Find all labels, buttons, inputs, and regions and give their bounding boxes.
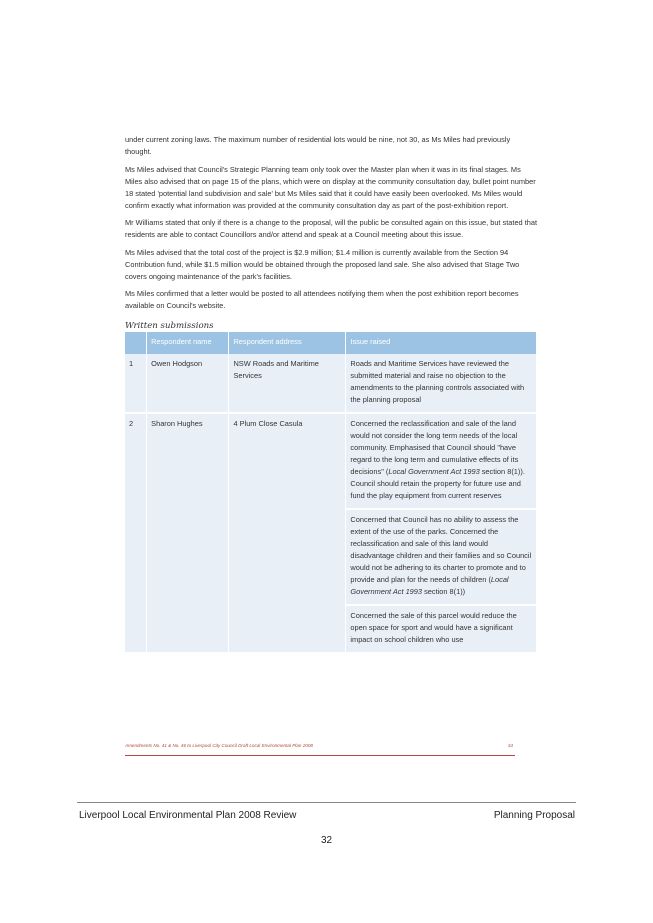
issue-text: Concerned the reclassification and sale of the land would not consider the long term needs of the local community. Emphasised that Council should "have regard to the long term and cumulative effects of its decisions" ( [350,419,519,476]
paragraph: Ms Miles advised that Council's Strategic Planning team only took over the Master plan when it was in its final stages. Ms Miles also advised that on page 15 of the plans, which were on display at the community consultation day, bullet point number 18 stated 'potential land subdivision and sale' but Ms Miles said that it could have easily been overlooked. Ms Miles would confirm exactly what information was provided at the community consultation day as part of the post-exhibition report. [125,164,536,210]
submissions-table [125,332,537,652]
header-number [125,332,147,354]
issue-act-reference: Local Government Act 1993 [388,467,480,476]
issue-raised: Concerned the sale of this parcel would reduce the open space for sport and would have a significant impact on school children who use [346,605,537,652]
table-row [125,413,537,509]
paragraph: Mr Williams stated that only if there is a change to the proposal, will the public be consulted again on this issue, but stated that residents are able to contact Councillors and/or attend and speak at a Council meeting about this issue. [125,218,538,239]
issue-act-reference: Local Government Act 1993 [350,575,509,596]
paragraph: under current zoning laws. The maximum number of residential lots would be nine, not 30, as Ms Miles had previously thought. [125,135,511,156]
header-respondent-name: Respondent name [147,332,229,354]
table-header-row [125,332,537,354]
respondent-name: Owen Hodgson [147,354,229,413]
issue-text: section 8(1)) [422,587,466,596]
footer-divider [77,802,576,803]
footer-right-title: Planning Proposal [493,810,575,821]
row-number: 2 [125,413,147,652]
footer-left-title: Liverpool Local Environmental Plan 2008 Review [79,810,297,821]
issue-text: Concerned that Council has no ability to assess the extent of the use of the parks. Concerned the reclassification and sale of this land would disadvantage children and their families and so Council would not be adhering to its charter to promote and to provide and plan for the needs of children ( [350,515,532,584]
embedded-page-number: 34 [507,743,513,748]
paragraph: Ms Miles confirmed that a letter would be posted to all attendees notifying them when the post exhibition report becomes available on Council's website. [125,289,519,310]
header-issue-raised: Issue raised [346,332,537,354]
page-number: 32 [320,835,333,846]
respondent-name: Sharon Hughes [147,413,229,652]
embedded-page-footer [125,743,515,756]
page-footer [79,810,575,821]
embedded-footer-text: Amendments No. 41 & No. 46 to Liverpool City Council Draft Local Environmental Plan 2008 [125,743,313,748]
embedded-page-content [125,134,538,652]
paragraph: Ms Miles advised that the total cost of the project is $2.9 million; $1.4 million is currently available from the Section 94 Contribution fund, while $1.5 million would be obtained through the proposed land sale. She also advised that Stage Two covers ongoing maintenance of the park's facilities. [125,247,520,281]
issue-raised [346,509,537,605]
row-number: 1 [125,354,147,413]
header-respondent-address: Respondent address [229,332,346,354]
section-title: Written submissions [125,321,214,331]
issue-raised [346,413,537,509]
respondent-address: 4 Plum Close Casula [229,413,346,652]
table-row [125,354,537,413]
respondent-address: NSW Roads and Maritime Services [229,354,346,413]
issue-text: section 8(1)). Council should retain the property for future use and fund the play equipment from current reserves [350,467,525,500]
issue-raised: Roads and Maritime Services have reviewed the submitted material and raise no objection to the amendments to the planning controls associated with the planning proposal [346,354,537,413]
